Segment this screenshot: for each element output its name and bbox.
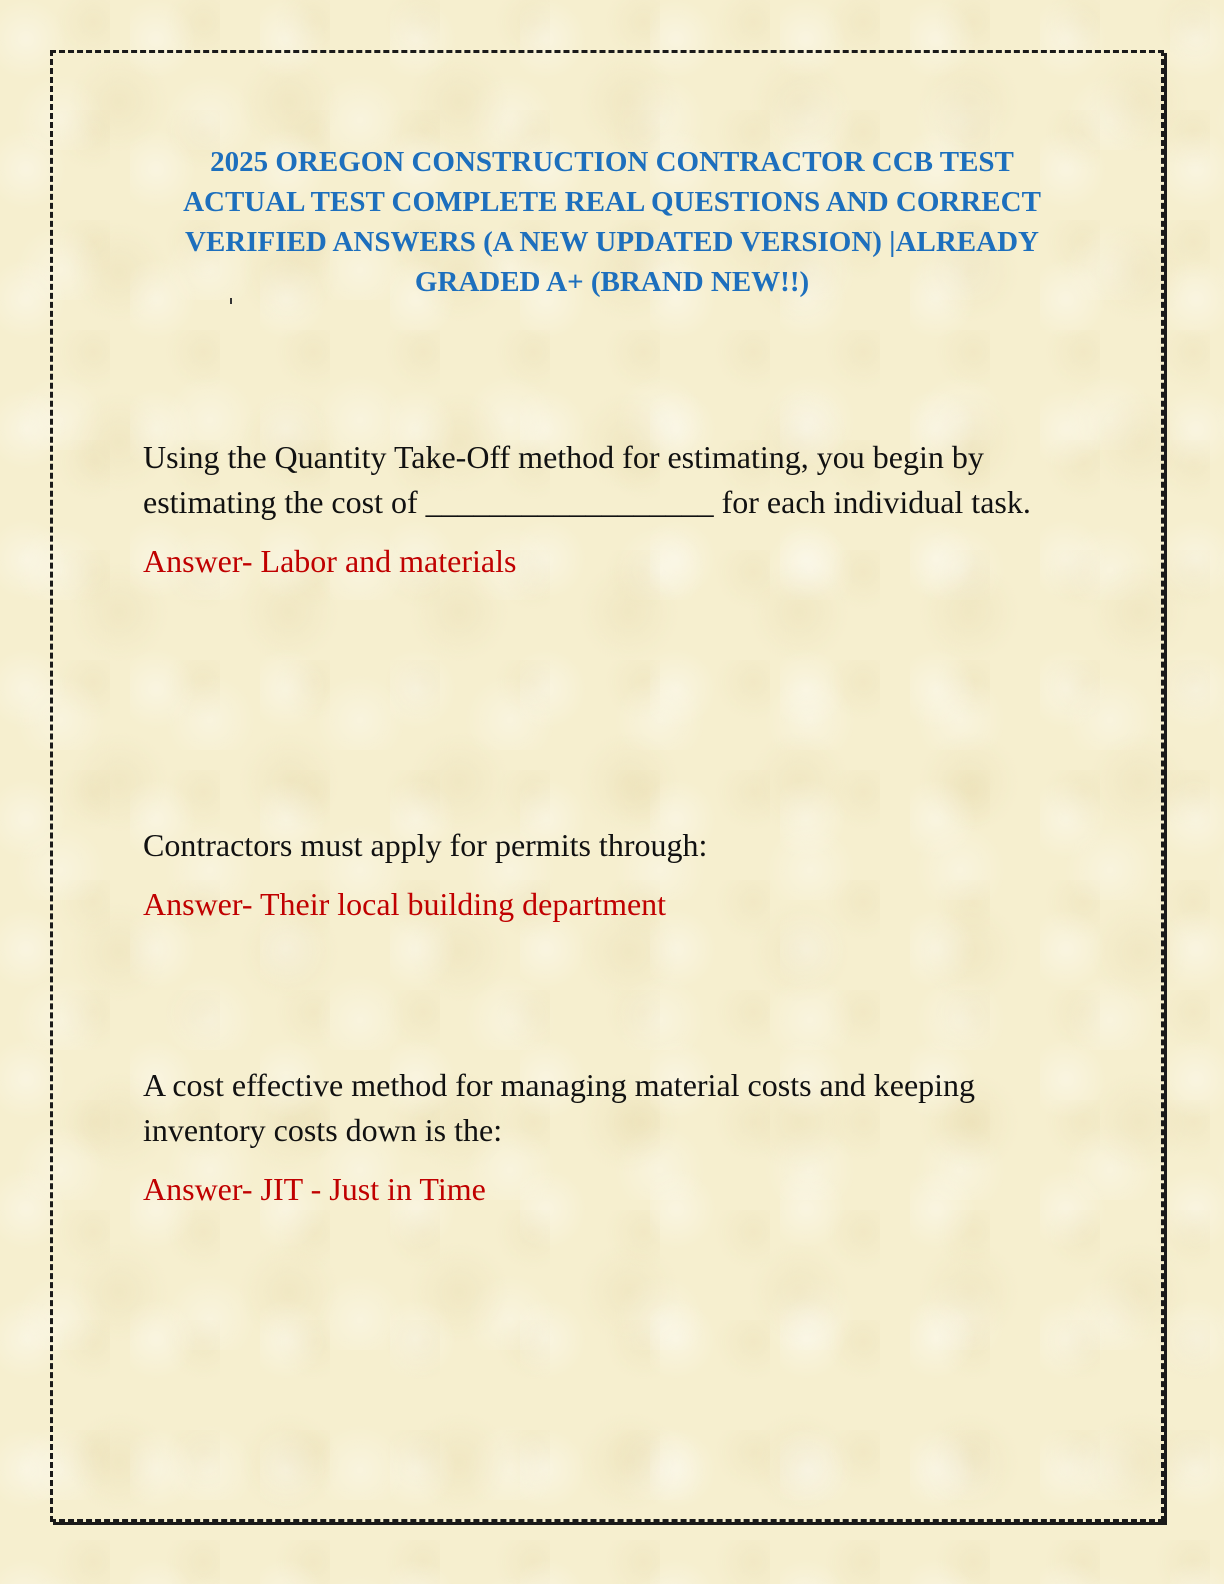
answer-text: Answer- Their local building department: [143, 886, 667, 922]
question-text: Contractors must apply for permits through:: [143, 827, 708, 863]
document-title: 2025 OREGON CONSTRUCTION CONTRACTOR CCB TEST ACTUAL TEST COMPLETE REAL QUESTIONS AND CORRECT VERIFIED ANSWERS (A NEW UPDATED VERSION) |ALREADY GRADED A+ (BRAND NEW!!): [183, 146, 1041, 298]
question-text: A cost effective method for managing material costs and keeping inventory costs down is the:: [143, 1067, 976, 1148]
answer-text: Answer- Labor and materials: [143, 543, 517, 579]
qa-item-1: [143, 435, 1063, 584]
answer-text: Answer- JIT - Just in Time: [143, 1171, 486, 1207]
question-text: Using the Quantity Take-Off method for estimating, you begin by estimating the cost of __________________ for each individual task.: [143, 439, 1031, 520]
stray-mark: [230, 298, 232, 304]
qa-item-2: [143, 823, 1063, 927]
qa-item-3: [143, 1063, 1063, 1212]
